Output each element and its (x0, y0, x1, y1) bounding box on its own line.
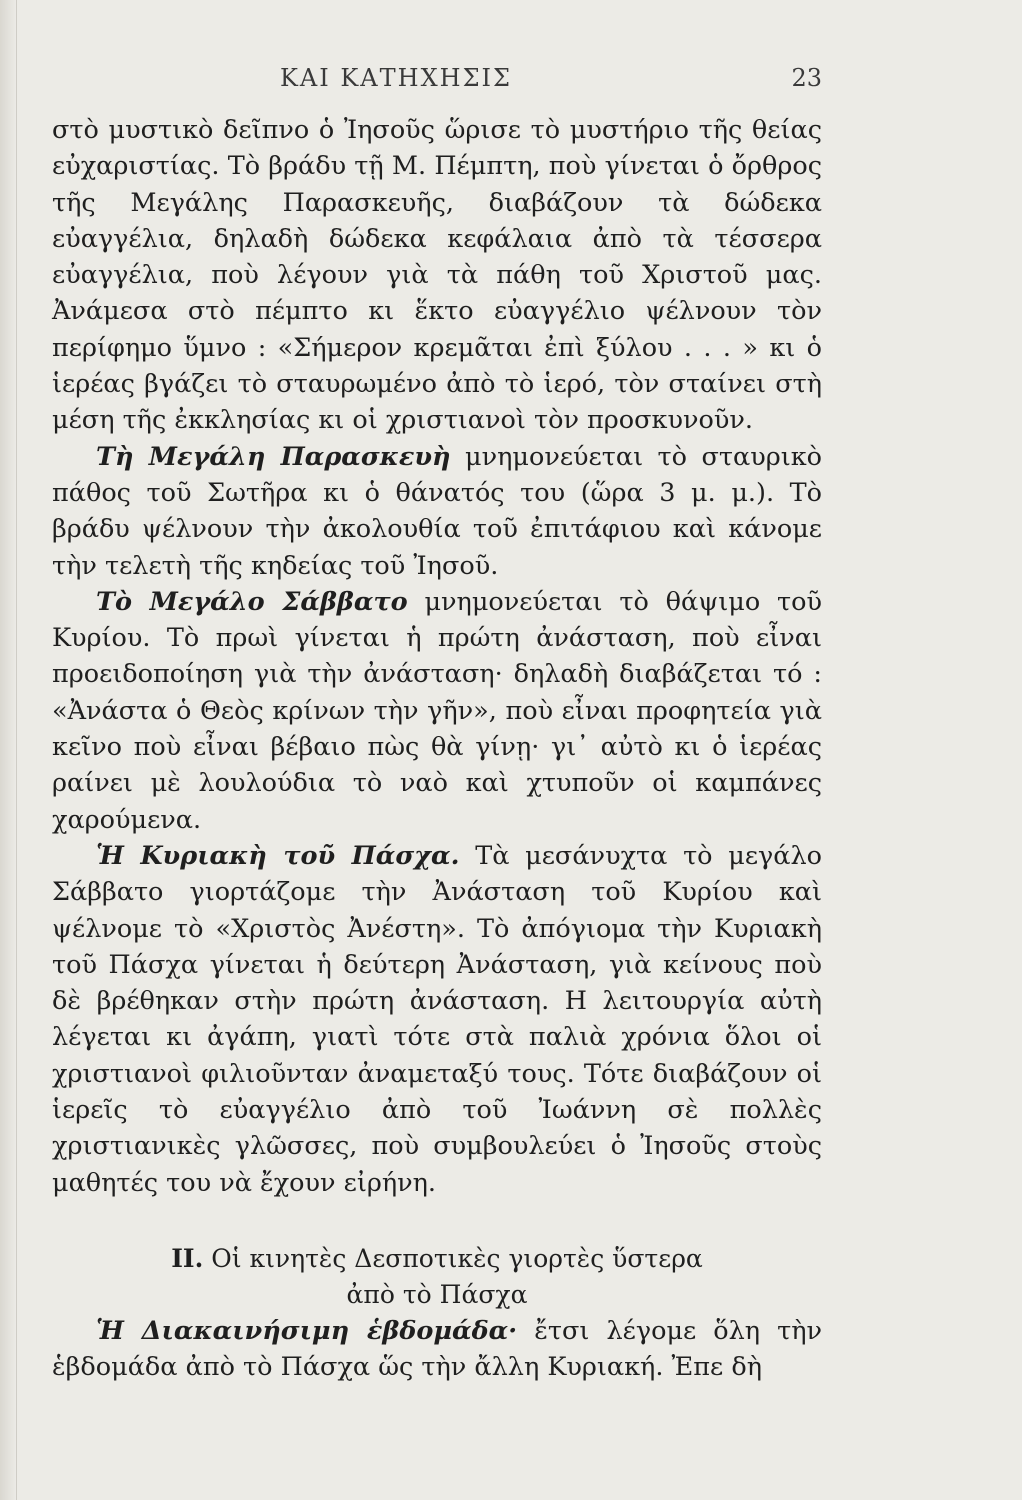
paragraph-4 (52, 838, 822, 1201)
paragraph-term: Τὸ Μεγάλο Σάββατο (96, 586, 408, 617)
paragraph-term: Τὴ Μεγάλη Παρασκευὴ (96, 441, 451, 472)
paragraph-text: ἔτσι λέγομε ὅλη τὴν ἑβδομάδα ἀπὸ τὸ Πάσχα ὥς τὴν ἄλλη Κυριακή. Ἐπε δὴ (52, 1315, 822, 1383)
section-title-line-1: Οἱ κινητὲς Δεσποτικὲς γιορτὲς ὕστερα (211, 1243, 703, 1273)
paragraph-5 (52, 1313, 822, 1386)
paragraph-text: Τὰ μεσάνυχτα τὸ μεγάλο Σάββατο γιορτάζομε τὴν Ἀνάσταση τοῦ Κυρίου καὶ ψέλνομε τὸ «Χριστὸς Ἀνέστη». Τὸ ἀπόγιομα τὴν Κυριακὴ τοῦ Πάσχα γίνεται ἡ δεύτερη Ἀνάσταση, γιὰ κείνους ποὺ δὲ βρέθηκαν στὴν πρώτη ἀνάσταση. Η λειτουργία αὐτὴ λέγεται κι ἀγάπη, γιατὶ τότε στὰ παλιὰ χρόνια ὅλοι οἱ χριστιανοὶ φιλιοῦνταν ἀναμεταξύ τους. Τότε διαβάζουν οἱ ἱερεῖς τὸ εὐαγγέλιο ἀπὸ τοῦ Ἰωάννη σὲ πολλὲς χριστιανικὲς γλῶσσες, ποὺ συμβουλεύει ὁ Ἰησοῦς στοὺς μαθητές του νὰ ἔχουν εἰρήνη. (52, 840, 822, 1198)
body-text (52, 112, 822, 1386)
paragraph-3 (52, 584, 822, 838)
paragraph-text: στὸ μυστικὸ δεῖπνο ὁ Ἰησοῦς ὥρισε τὸ μυστήριο τῆς θείας εὐχαριστίας. Τὸ βράδυ τῇ Μ. Πέμπτη, ποὺ γίνεται ὁ ὄρθρος τῆς Μεγάλης Παρασκευῆς, διαβάζουν τὰ δώδεκα εὐαγγέλια, δηλαδὴ δώδεκα κεφάλαια ἀπὸ τὰ τέσσερα εὐαγγέλια, ποὺ λέγουν γιὰ τὰ πάθη τοῦ Χριστοῦ μας. Ἀνάμεσα στὸ πέμπτο κι ἕκτο εὐαγγέλιο ψέλνουν τὸν περίφημο ὕμνο : «Σήμερον κρεμᾶται ἐπὶ ξύλου . . . » κι ὁ ἱερέας βγάζει τὸ σταυρωμένο ἀπὸ τὸ ἱερό, τὸν σταίνει στὴ μέση τῆς ἐκκλησίας κι οἱ χριστιανοὶ τὸν προσκυνοῦν. (52, 115, 822, 436)
paragraph-term: Ἡ Διακαινήσιμη ἑβδομάδα· (96, 1315, 518, 1346)
section-number: ΙΙ. (171, 1243, 204, 1273)
book-page (52, 64, 822, 1386)
paragraph-2 (52, 439, 822, 584)
paragraph-text: μνημονεύεται τὸ θάψιμο τοῦ Κυρίου. Τὸ πρωὶ γίνεται ἡ πρώτη ἀνάσταση, ποὺ εἶναι προειδοποίηση γιὰ τὴν ἀνάσταση· δηλαδὴ διαβάζεται τό : «Ἀνάστα ὁ Θεὸς κρίνων τὴν γῆν», ποὺ εἶναι προφητεία γιὰ κεῖνο ποὺ εἶναι βέβαιο πὼς θὰ γίνῃ· γι᾽ αὐτὸ κι ὁ ἱερέας ραίνει μὲ λουλούδια τὸ ναὸ καὶ χτυποῦν οἱ καμπάνες χαρούμενα. (52, 586, 822, 835)
paragraph-text: μνημονεύεται τὸ σταυρικὸ πάθος τοῦ Σωτῆρα κι ὁ θάνατός του (ὥρα 3 μ. μ.). Τὸ βράδυ ψέλνουν τὴν ἀκολουθία τοῦ ἐπιτάφιου καὶ κάνομε τὴν τελετὴ τῆς κηδείας τοῦ Ἰησοῦ. (52, 441, 822, 581)
section-heading (52, 1241, 822, 1313)
page-number: 23 (791, 64, 822, 92)
binding-gutter (0, 0, 17, 1500)
paragraph-1 (52, 112, 822, 439)
page-header (52, 64, 822, 112)
running-head: ΚΑΙ ΚΑΤΗΧΗΣΙΣ (280, 64, 513, 92)
paragraph-term: Ἡ Κυριακὴ τοῦ Πάσχα. (96, 840, 460, 871)
section-title-line-2: ἀπὸ τὸ Πάσχα (346, 1279, 528, 1309)
